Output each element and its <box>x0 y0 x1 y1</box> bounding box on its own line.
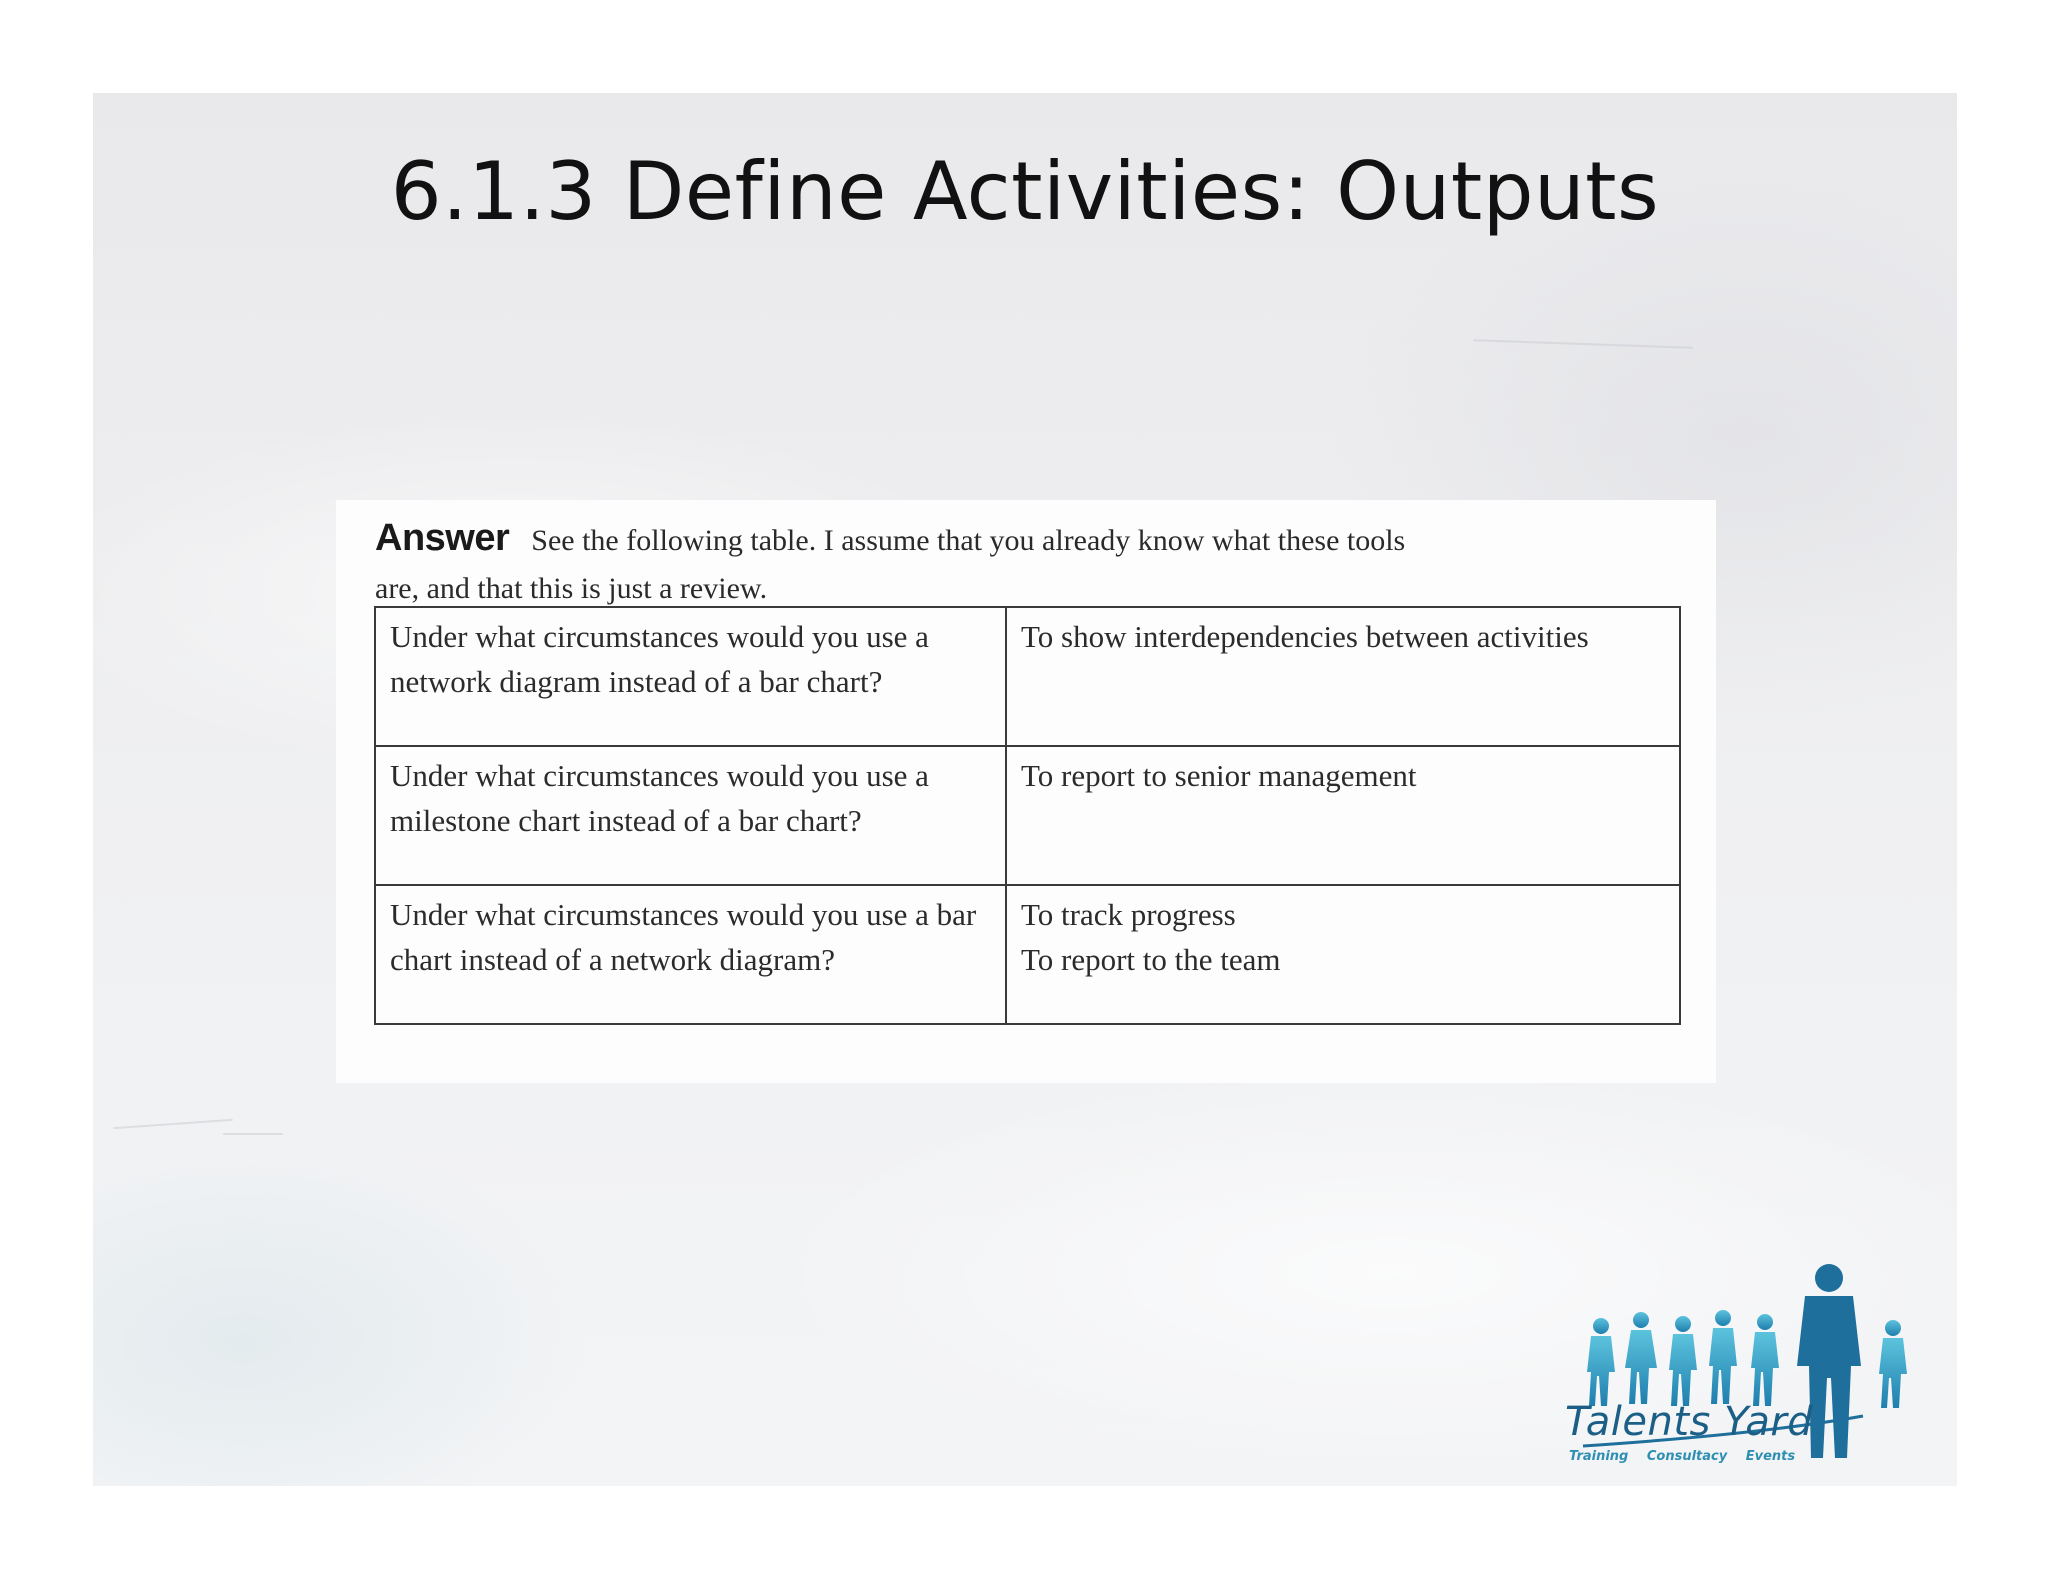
question-cell: Under what circumstances would you use a network diagram instead of a bar chart? <box>375 607 1006 746</box>
answer-label: Answer <box>375 517 510 559</box>
background-streak <box>113 1119 233 1129</box>
table-row <box>375 885 1680 1024</box>
answer-cell <box>1006 746 1680 885</box>
slide <box>93 93 1957 1486</box>
answer-text: To report to senior management <box>1020 758 1417 793</box>
answer-intro-line-1: See the following table. I assume that you already know what these tools <box>531 524 1406 557</box>
answer-text: To track progress <box>1020 897 1236 932</box>
table-row <box>375 607 1680 746</box>
table-row <box>375 746 1680 885</box>
answer-text: To report to the team <box>1020 942 1281 977</box>
qa-table <box>374 606 1681 1025</box>
question-cell: Under what circumstances would you use a bar chart instead of a network diagram? <box>375 885 1006 1024</box>
answer-excerpt <box>336 500 1716 1083</box>
logo-name: Talents Yard <box>1565 1399 1814 1445</box>
answer-cell <box>1006 607 1680 746</box>
answer-cell <box>1006 885 1680 1024</box>
background-streak <box>223 1133 283 1135</box>
answer-text: To show interdependencies between activities <box>1020 619 1589 654</box>
answer-intro <box>375 514 1695 613</box>
slide-title: 6.1.3 Define Activities: Outputs <box>390 145 1660 238</box>
background-streak <box>1473 339 1693 349</box>
logo-tagline: Training Consultacy Events <box>1569 1449 1796 1464</box>
answer-intro-line-2: are, and that this is just a review. <box>375 572 768 605</box>
question-cell: Under what circumstances would you use a milestone chart instead of a bar chart? <box>375 746 1006 885</box>
